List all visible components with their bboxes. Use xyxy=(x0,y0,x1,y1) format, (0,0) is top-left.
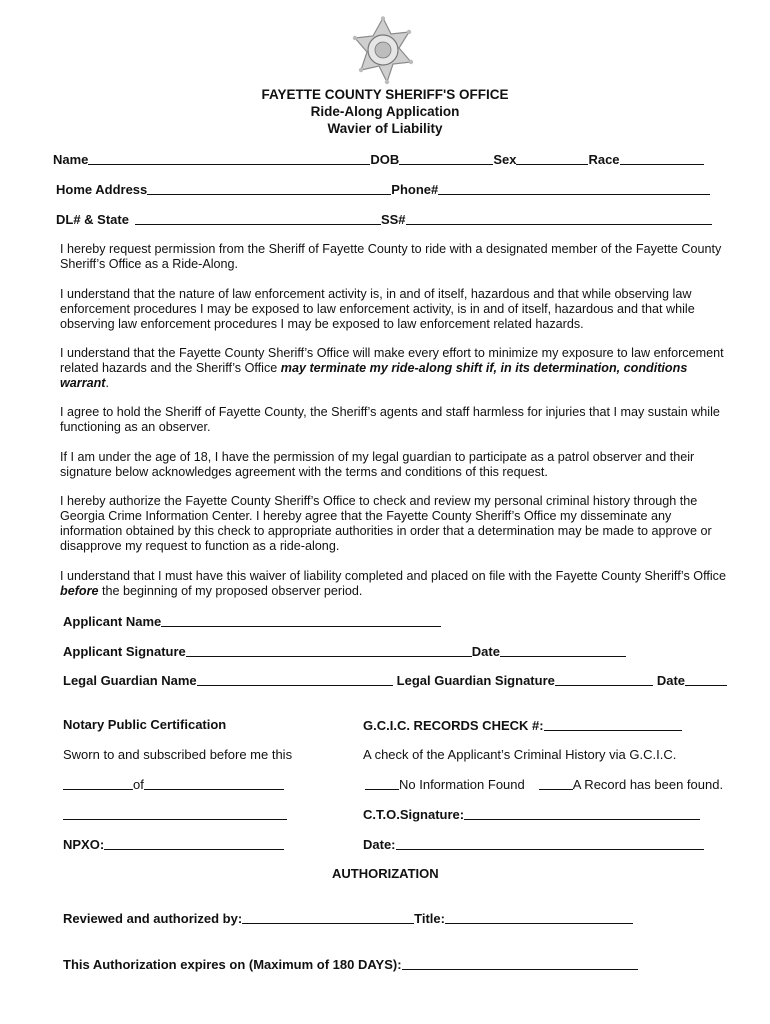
applicant-name-field[interactable] xyxy=(161,613,441,627)
no-info-checkbox[interactable] xyxy=(365,776,399,790)
gcic-title-row xyxy=(363,717,682,733)
applicant-name-label: Applicant Name xyxy=(63,614,162,629)
expires-field[interactable] xyxy=(402,956,638,970)
notary-month-field[interactable] xyxy=(144,776,284,790)
guardian-signature-label: Legal Guardian Signature xyxy=(396,673,555,688)
npxo-label: NPXO: xyxy=(63,837,105,852)
applicant-signature-field[interactable] xyxy=(186,643,472,657)
race-label: Race xyxy=(588,152,620,167)
cto-signature-row xyxy=(363,806,700,822)
gcic-date-field[interactable] xyxy=(396,836,704,850)
guardian-row xyxy=(63,672,727,688)
personal-info-row-3 xyxy=(56,211,712,227)
ss-label: SS# xyxy=(380,212,406,227)
dl-state-label: DL# & State xyxy=(56,212,129,227)
dob-field[interactable] xyxy=(399,151,493,165)
form-subtitle: Wavier of Liability xyxy=(327,121,443,136)
name-field[interactable] xyxy=(88,151,370,165)
agency-title: FAYETTE COUNTY SHERIFF'S OFFICE xyxy=(261,87,509,102)
reviewed-row xyxy=(63,910,633,926)
personal-info-row-2 xyxy=(56,181,710,197)
date-label: Date xyxy=(471,644,500,659)
paragraph-text: I understand that the Fayette County Sheriff’s Office will make every effort to minimize my exposure to law enforcement related hazards and the Sheriff’s Office xyxy=(60,346,724,375)
paragraph-minimize-exposure xyxy=(60,346,728,391)
notary-signature-field[interactable] xyxy=(63,806,287,820)
record-found-label: A Record has been found. xyxy=(572,777,724,792)
record-found-checkbox[interactable] xyxy=(539,776,573,790)
emphasis-text: before xyxy=(60,584,99,598)
guardian-name-label: Legal Guardian Name xyxy=(63,673,197,688)
dob-label: DOB xyxy=(370,152,400,167)
personal-info-row-1 xyxy=(53,151,704,167)
guardian-name-field[interactable] xyxy=(197,672,393,686)
cto-signature-label: C.T.O.Signature: xyxy=(363,807,465,822)
gcic-title: G.C.I.C. RECORDS CHECK #: xyxy=(363,718,544,733)
home-address-label: Home Address xyxy=(56,182,148,197)
sheriff-star-badge-icon xyxy=(351,16,415,86)
paragraph-harmless: I agree to hold the Sheriff of Fayette County, the Sheriff’s agents and staff harmless for injuries that I may sustain while functioning as an observer. xyxy=(60,405,720,434)
phone-field[interactable] xyxy=(438,181,710,195)
paragraph-file-waiver xyxy=(60,569,728,599)
reviewed-by-field[interactable] xyxy=(242,910,414,924)
gcic-check-text: A check of the Applicant’s Criminal History via G.C.I.C. xyxy=(363,747,677,762)
auth-title-label: Title: xyxy=(414,911,445,926)
notary-date-row xyxy=(63,776,284,792)
gcic-date-label: Date: xyxy=(363,837,396,852)
expires-label: This Authorization expires on (Maximum of 180 DAYS): xyxy=(63,957,402,972)
name-label: Name xyxy=(53,152,89,167)
paragraph-request: I hereby request permission from the Sheriff of Fayette County to ride with a designated member of the Fayette County Sheriff’s Office as a Ride-Along. xyxy=(60,242,722,271)
phone-label: Phone# xyxy=(391,182,439,197)
applicant-date-field[interactable] xyxy=(500,643,626,657)
sex-label: Sex xyxy=(493,152,517,167)
paragraph-text: the beginning of my proposed observer period. xyxy=(98,584,363,598)
dl-state-field[interactable] xyxy=(135,211,381,225)
notary-signature-row xyxy=(63,806,287,822)
paragraph-hazards: I understand that the nature of law enforcement activity is, in and of itself, hazardous and that while observing law enforcement procedures I may be exposed to law enforcement activity, is in and of itself, hazardous and that while observing law enforcement procedures I may be exposed to law enforcement related hazards. xyxy=(60,287,695,331)
ss-field[interactable] xyxy=(406,211,712,225)
paragraph-text: . xyxy=(105,376,109,390)
notary-day-field[interactable] xyxy=(63,776,133,790)
race-field[interactable] xyxy=(620,151,704,165)
applicant-signature-row xyxy=(63,643,626,659)
home-address-field[interactable] xyxy=(147,181,391,195)
guardian-signature-field[interactable] xyxy=(555,672,653,686)
applicant-signature-label: Applicant Signature xyxy=(63,644,186,659)
sex-field[interactable] xyxy=(516,151,588,165)
notary-sworn-text: Sworn to and subscribed before me this xyxy=(63,747,293,762)
auth-title-field[interactable] xyxy=(445,910,633,924)
notary-title: Notary Public Certification xyxy=(63,717,227,732)
guardian-date-field[interactable] xyxy=(685,672,727,686)
paragraph-gcic-authorization: I hereby authorize the Fayette County Sheriff’s Office to check and review my personal criminal history through the Georgia Crime Information Center. I hereby agree that the Fayette County Sheriff’s Office my disseminate any information obtained by this check to appropriate authorities in order that a determination may be made to approve or disapprove my request to function as a ride-along. xyxy=(60,494,712,553)
no-info-label: No Information Found xyxy=(399,777,525,792)
guardian-date-label: Date xyxy=(656,673,686,688)
paragraph-guardian: If I am under the age of 18, I have the permission of my legal guardian to participate as a patrol observer and their signature below acknowledges agreement with the terms and conditions of this request. xyxy=(60,450,695,479)
expires-row xyxy=(63,956,638,972)
applicant-name-row xyxy=(63,613,441,629)
gcic-date-row xyxy=(363,836,704,852)
gcic-result-row xyxy=(365,776,723,792)
paragraph-text: I understand that I must have this waiver of liability completed and placed on file with the Fayette County Sheriff’s Office xyxy=(60,569,726,583)
reviewed-label: Reviewed and authorized by: xyxy=(63,911,243,926)
emphasis-text: may terminate my ride-along shift if, in its determination, conditions warrant xyxy=(60,361,688,390)
cto-signature-field[interactable] xyxy=(464,806,700,820)
npxo-field[interactable] xyxy=(104,836,284,850)
npxo-row xyxy=(63,836,284,852)
gcic-number-field[interactable] xyxy=(544,717,682,731)
notary-of-label: of xyxy=(133,777,144,792)
authorization-heading: AUTHORIZATION xyxy=(332,866,439,881)
form-title: Ride-Along Application xyxy=(310,104,460,119)
